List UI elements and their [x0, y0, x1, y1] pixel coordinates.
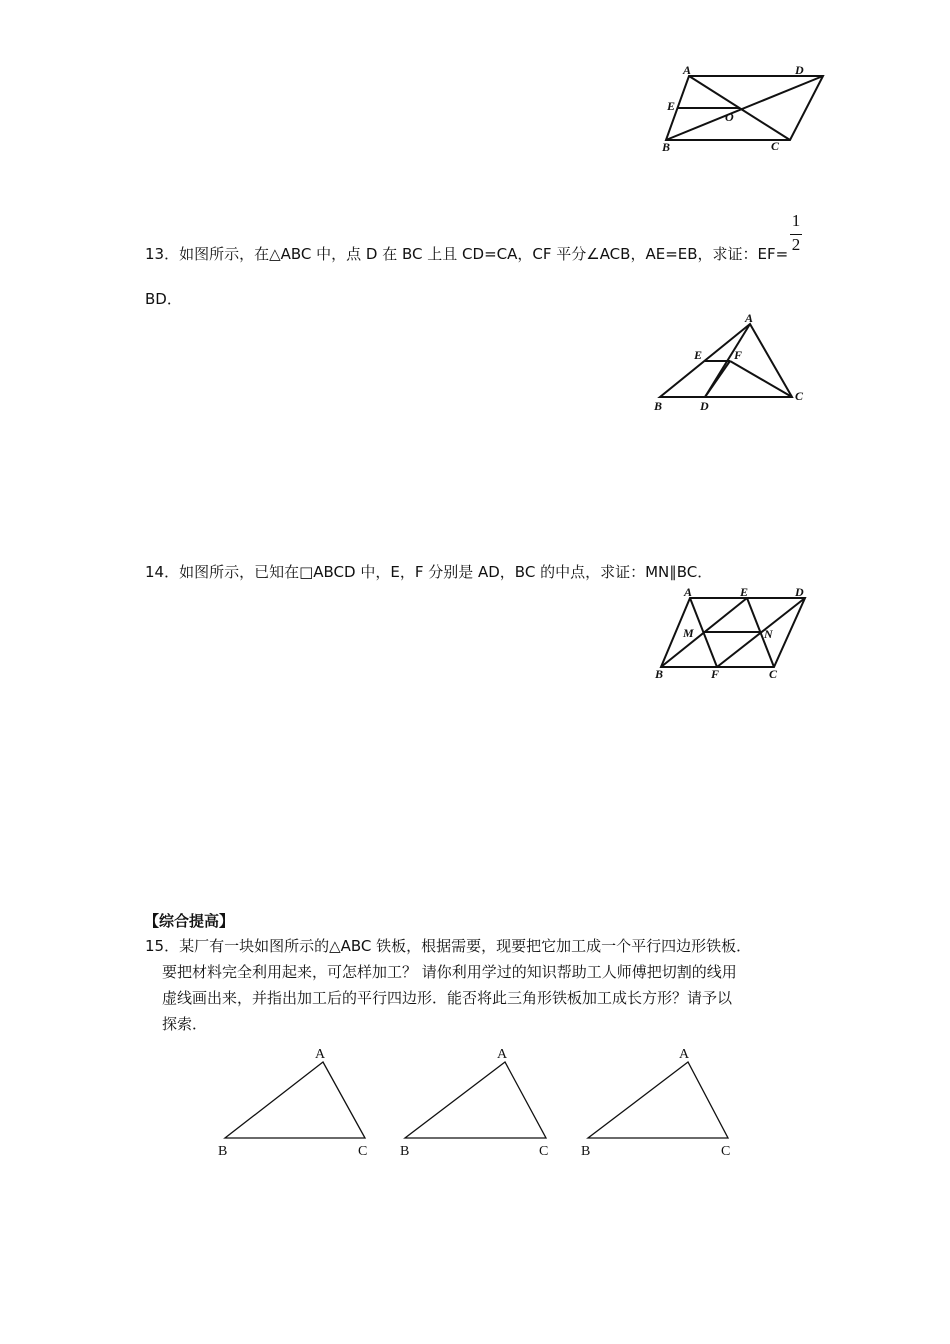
label-B: B [654, 399, 663, 413]
label-B: B [655, 667, 664, 681]
tri2-label-A: A [497, 1047, 508, 1062]
label-E: E [740, 585, 749, 599]
tri3-label-C: C [721, 1144, 731, 1159]
label-F: F [734, 348, 743, 362]
tri3-label-B: B [581, 1144, 591, 1159]
figure-q13 [650, 310, 815, 415]
label-A: A [684, 585, 693, 599]
label-M: M [683, 626, 694, 640]
label-C: C [771, 139, 780, 153]
figure-q12 [655, 62, 815, 157]
tri1-label-B: B [218, 1144, 228, 1159]
label-O: O [725, 110, 734, 124]
label-D: D [700, 399, 709, 413]
label-D: D [795, 585, 804, 599]
triangle-2 [405, 1062, 546, 1138]
triangle-1 [225, 1062, 365, 1138]
tri1-label-C: C [358, 1144, 368, 1159]
question-15-line-4: 探索． [162, 1015, 208, 1033]
tri2-label-C: C [539, 1144, 549, 1159]
label-E: E [694, 348, 703, 362]
label-C: C [795, 389, 804, 403]
question-15-line-1: 15．某厂有一块如图所示的△ABC 铁板，根据需要，现要把它加工成一个平行四边形铁板． [145, 937, 752, 955]
question-14-text: 14．如图所示，已知在□ABCD 中，E，F 分别是 AD，BC 的中点，求证：MN∥BC． [145, 563, 713, 581]
label-A: A [683, 63, 692, 77]
question-15-line-2: 要把材料完全利用起来，可怎样加工？ 请你利用学过的知识帮助工人师傅把切割的线用 [162, 963, 737, 981]
question-15-line-3: 虚线画出来，并指出加工后的平行四边形．能否将此三角形铁板加工成长方形？请予以 [162, 989, 733, 1007]
label-E: E [667, 99, 676, 113]
question-13-text: 13．如图所示，在△ABC 中，点 D 在 BC 上且 CD=CA，CF 平分∠ACB，AE=EB，求证：EF= [145, 245, 789, 263]
label-D: D [795, 63, 804, 77]
triangles-q15 [200, 1040, 760, 1170]
label-C: C [769, 667, 778, 681]
tri1-label-A: A [315, 1047, 326, 1062]
label-B: B [662, 140, 671, 154]
label-F: F [711, 667, 720, 681]
tri2-label-B: B [400, 1144, 410, 1159]
question-13-continuation: BD． [145, 290, 182, 308]
triangle-3 [588, 1062, 728, 1138]
figure-q14 [650, 582, 815, 682]
section-title: 【综合提高】 [144, 912, 235, 930]
tri3-label-A: A [679, 1047, 690, 1062]
fraction-numerator: 1 [791, 211, 801, 230]
label-A: A [745, 311, 754, 325]
fraction-denominator: 2 [791, 235, 801, 254]
label-N: N [764, 627, 773, 641]
